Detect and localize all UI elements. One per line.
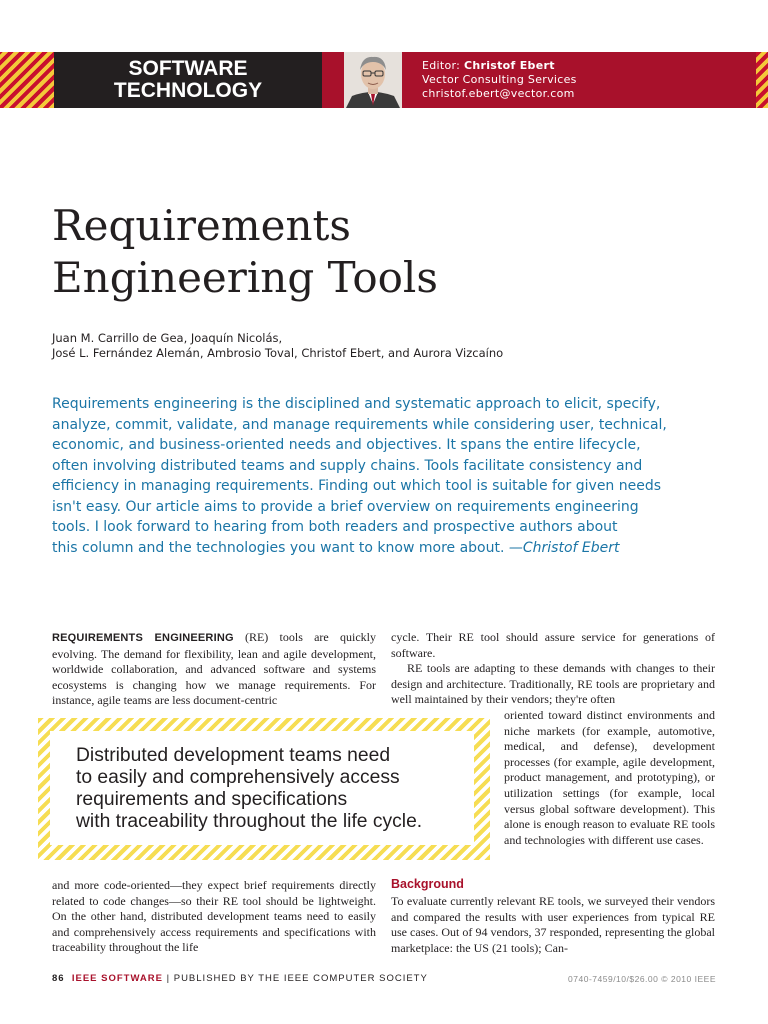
editor-name: Christof Ebert <box>463 59 555 72</box>
intro-line: analyze, commit, validate, and manage requirements while considering user, technical, <box>52 416 667 433</box>
authors-line2: José L. Fernández Alemán, Ambrosio Toval, Christof Ebert, and Aurora Vizcaíno <box>52 346 504 360</box>
article-title <box>52 200 438 304</box>
intro-line-last <box>52 538 662 559</box>
col1-top-text: (RE) tools are quickly evolving. The demand for flexibility, lean and agile development, worldwide collaboration, and advanced software and systems ecosystems is changing how we manage requirements. For instance, agile teams are less document-centric <box>52 630 376 708</box>
department-line2: TECHNOLOGY <box>113 79 263 102</box>
copyright: 0740-7459/10/$26.00 © 2010 IEEE <box>568 974 716 984</box>
intro-line: isn't easy. Our article aims to provide a brief overview on requirements engineering <box>52 498 639 515</box>
header-stripe-right <box>756 52 768 108</box>
column-1-bottom <box>52 878 376 956</box>
title-line2: Engineering Tools <box>52 253 438 302</box>
editor-line <box>422 59 555 72</box>
department-line1: SOFTWARE <box>128 57 248 80</box>
pull-quote-line: Distributed development teams need <box>76 745 391 766</box>
editor-intro <box>52 394 667 558</box>
col2-paragraph-2-narrow: oriented toward distinct environments and niche markets (for example, automotive, medical, and defense), development processes (for example, agile development, product management, and prototyping), or utilization settings (for example, local versus global software development). This alone is enough reason to evaluate RE tools and technologies with different use cases. <box>504 708 715 847</box>
intro-line: Requirements engineering is the disciplined and systematic approach to elicit, specify, <box>52 396 661 412</box>
header-stripe-left <box>0 52 54 108</box>
editor-email[interactable]: christof.ebert@vector.com <box>422 87 575 100</box>
col2-paragraph-1: cycle. Their RE tool should assure service for generations of software. <box>391 630 715 660</box>
intro-line: often involving distributed teams and supply chains. Tools facilitate consistency and <box>52 457 643 474</box>
department-label <box>54 52 322 108</box>
publisher: PUBLISHED BY THE IEEE COMPUTER SOCIETY <box>173 973 428 984</box>
col1-bottom-text: and more code-oriented—they expect brief requirements directly related to code changes—so their RE tool should be lightweight. On the other hand, distributed development teams need to easily and comprehensively access requirements and specifications with traceability throughout the life <box>52 878 376 955</box>
editor-company: Vector Consulting Services <box>422 73 577 86</box>
column-1-top <box>52 630 376 709</box>
intro-line: tools. I look forward to hearing from both readers and prospective authors about <box>52 519 618 535</box>
lead-in: REQUIREMENTS ENGINEERING <box>52 632 234 644</box>
title-line1: Requirements <box>52 201 351 250</box>
column-2-top <box>391 630 715 708</box>
column-2-bottom <box>391 894 715 956</box>
column-2-narrow <box>504 708 715 848</box>
pull-quote-line: requirements and specifications <box>76 789 348 810</box>
intro-line: this column and the technologies you want to know more about. <box>52 539 509 556</box>
editor-photo <box>344 52 402 108</box>
intro-line: efficiency in managing requirements. Finding out which tool is suitable for given needs <box>52 478 662 494</box>
section-heading-background: Background <box>391 877 464 891</box>
magazine-name: IEEE SOFTWARE <box>71 973 163 984</box>
pull-quote <box>76 745 422 833</box>
col2-paragraph-2-top: RE tools are adapting to these demands with changes to their design and architecture. Traditionally, RE tools are proprietary and well maintained by their vendors; they're often <box>391 661 715 707</box>
intro-line: economic, and business-oriented needs and objectives. It spans the entire lifecycle, <box>52 437 641 453</box>
page-footer: 86 IEEE SOFTWARE | PUBLISHED BY THE IEEE COMPUTER SOCIETY <box>52 973 428 984</box>
intro-signature: —Christof Ebert <box>508 539 620 556</box>
pull-quote-line: to easily and comprehensively access <box>76 767 400 788</box>
authors-line1: Juan M. Carrillo de Gea, Joaquín Nicolás, <box>52 331 283 345</box>
background-text: To evaluate currently relevant RE tools, we surveyed their vendors and compared the results with user experiences from typical RE use cases. Out of 94 vendors, 37 responded, representing the global marketplace: the US (21 tools); Can- <box>391 894 715 955</box>
editor-label: Editor: <box>422 59 461 72</box>
pull-quote-line: with traceability throughout the life cycle. <box>76 811 423 832</box>
page-number: 86 <box>52 973 65 984</box>
